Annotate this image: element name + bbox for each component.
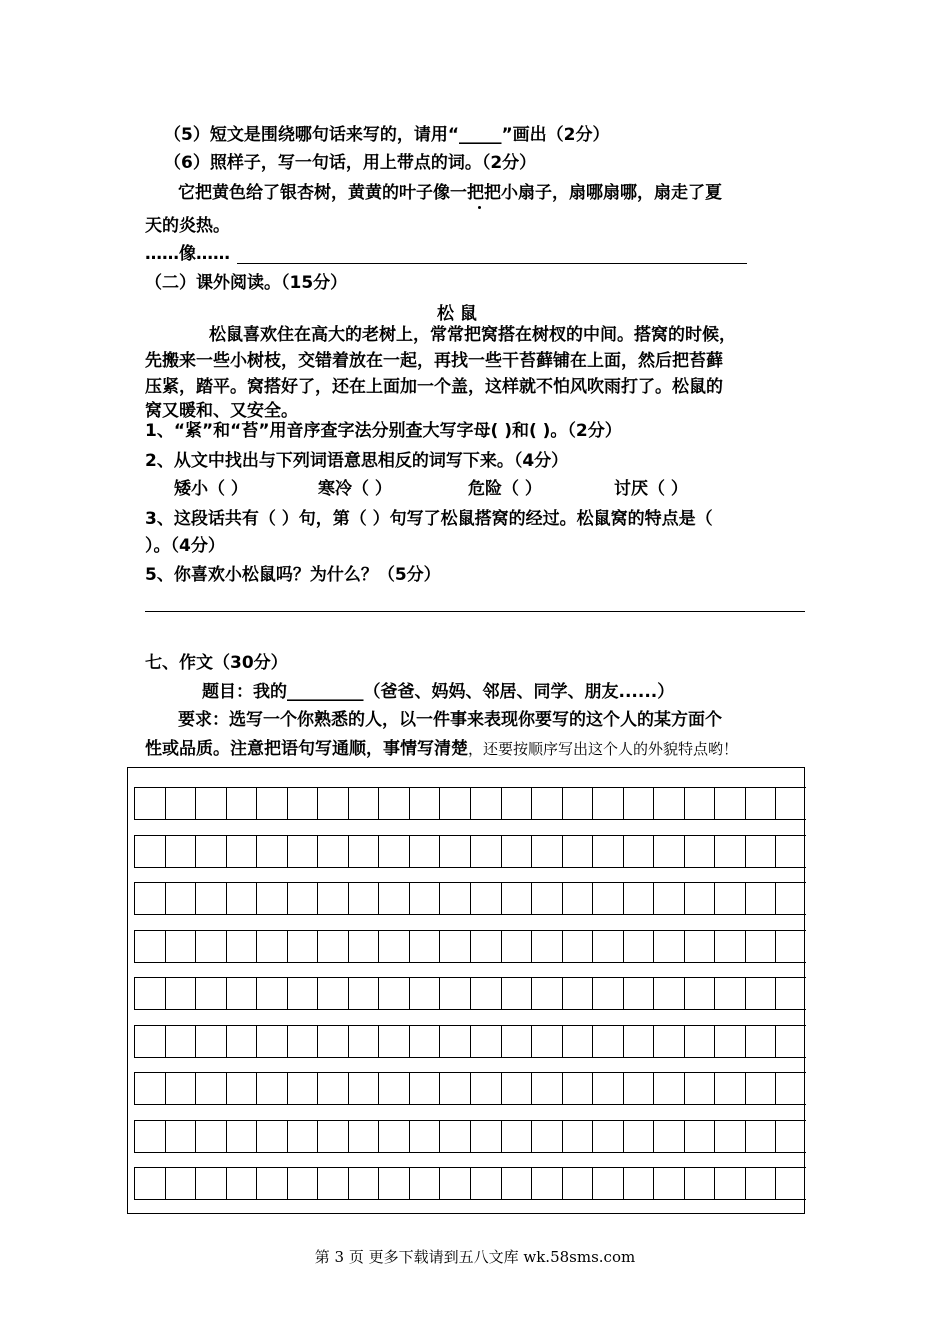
grid-cell[interactable] <box>745 1073 776 1104</box>
antonym-blank: 讨厌（ ） <box>614 479 688 499</box>
question-3-line2: ）。（4分） <box>145 536 225 556</box>
grid-cell[interactable] <box>531 1121 562 1152</box>
grid-row <box>134 977 806 1010</box>
question-1: 1、“紧”和“苔”用音序查字法分别查大写字母( )和( )。（2分） <box>145 421 622 441</box>
grid-cell[interactable] <box>470 1073 501 1104</box>
grid-cell[interactable] <box>165 883 196 914</box>
grid-cell[interactable] <box>439 978 470 1009</box>
grid-cell[interactable] <box>287 836 318 867</box>
grid-cell[interactable] <box>439 1026 470 1057</box>
grid-cell[interactable] <box>134 1073 165 1104</box>
grid-cell[interactable] <box>348 1168 379 1199</box>
grid-cell[interactable] <box>439 1168 470 1199</box>
grid-cell[interactable] <box>470 1121 501 1152</box>
passage-line: 窝又暖和、又安全。 <box>145 401 298 421</box>
grid-cell[interactable] <box>409 1121 440 1152</box>
grid-cell[interactable] <box>592 978 623 1009</box>
grid-cell[interactable] <box>409 1026 440 1057</box>
grid-cell[interactable] <box>653 1121 684 1152</box>
grid-cell[interactable] <box>714 1026 745 1057</box>
grid-cell[interactable] <box>775 788 806 819</box>
grid-cell[interactable] <box>439 1121 470 1152</box>
grid-cell[interactable] <box>256 1168 287 1199</box>
grid-cell[interactable] <box>470 883 501 914</box>
grid-cell[interactable] <box>501 788 532 819</box>
grid-cell[interactable] <box>592 1073 623 1104</box>
grid-cell[interactable] <box>134 1168 165 1199</box>
grid-cell[interactable] <box>562 1073 593 1104</box>
passage-title: 松 鼠 <box>437 304 477 324</box>
grid-cell[interactable] <box>623 1073 654 1104</box>
grid-cell[interactable] <box>775 978 806 1009</box>
grid-cell[interactable] <box>653 1026 684 1057</box>
grid-cell[interactable] <box>195 1121 226 1152</box>
grid-cell[interactable] <box>684 883 715 914</box>
grid-cell[interactable] <box>623 836 654 867</box>
grid-cell[interactable] <box>684 978 715 1009</box>
grid-cell[interactable] <box>317 1026 348 1057</box>
requirement-line1: 要求：选写一个你熟悉的人，以一件事来表现你要写的这个人的某方面个 <box>178 710 722 730</box>
grid-cell[interactable] <box>378 883 409 914</box>
grid-cell[interactable] <box>531 883 562 914</box>
grid-cell[interactable] <box>348 836 379 867</box>
writing-grid[interactable] <box>127 767 805 1214</box>
grid-cell[interactable] <box>531 1168 562 1199</box>
grid-cell[interactable] <box>562 931 593 962</box>
grid-cell[interactable] <box>287 788 318 819</box>
answer-prefix: ……像…… <box>145 244 230 264</box>
grid-cell[interactable] <box>226 883 257 914</box>
grid-cell[interactable] <box>653 883 684 914</box>
grid-cell[interactable] <box>165 1168 196 1199</box>
grid-cell[interactable] <box>226 788 257 819</box>
grid-cell[interactable] <box>562 788 593 819</box>
grid-cell[interactable] <box>653 978 684 1009</box>
grid-cell[interactable] <box>439 836 470 867</box>
grid-cell[interactable] <box>409 883 440 914</box>
grid-cell[interactable] <box>531 1073 562 1104</box>
grid-row <box>134 1072 806 1105</box>
grid-cell[interactable] <box>592 883 623 914</box>
grid-cell[interactable] <box>409 931 440 962</box>
grid-cell[interactable] <box>165 788 196 819</box>
grid-cell[interactable] <box>409 978 440 1009</box>
grid-cell[interactable] <box>134 883 165 914</box>
grid-cell[interactable] <box>714 1168 745 1199</box>
question-5: （5）短文是围绕哪句话来写的，请用“_____”画出（2分） <box>164 125 610 145</box>
grid-cell[interactable] <box>195 836 226 867</box>
grid-cell[interactable] <box>745 788 776 819</box>
grid-cell[interactable] <box>287 978 318 1009</box>
question-5b: 5、你喜欢小松鼠吗？为什么？（5分） <box>145 565 441 585</box>
grid-cell[interactable] <box>592 1026 623 1057</box>
grid-cell[interactable] <box>684 1168 715 1199</box>
grid-cell[interactable] <box>684 1121 715 1152</box>
grid-cell[interactable] <box>745 883 776 914</box>
antonym-blank: 矮小（ ） <box>174 479 248 499</box>
grid-cell[interactable] <box>226 836 257 867</box>
grid-cell[interactable] <box>592 836 623 867</box>
grid-cell[interactable] <box>348 883 379 914</box>
grid-cell[interactable] <box>501 931 532 962</box>
grid-cell[interactable] <box>378 931 409 962</box>
grid-cell[interactable] <box>623 1168 654 1199</box>
grid-cell[interactable] <box>623 931 654 962</box>
grid-cell[interactable] <box>165 1121 196 1152</box>
grid-cell[interactable] <box>684 836 715 867</box>
grid-cell[interactable] <box>134 978 165 1009</box>
grid-cell[interactable] <box>195 1168 226 1199</box>
grid-cell[interactable] <box>501 978 532 1009</box>
grid-cell[interactable] <box>501 1168 532 1199</box>
antonym-blank: 危险（ ） <box>468 479 542 499</box>
grid-cell[interactable] <box>562 836 593 867</box>
grid-cell[interactable] <box>165 1073 196 1104</box>
grid-cell[interactable] <box>653 1168 684 1199</box>
passage-line: 松鼠喜欢住在高大的老树上，常常把窝搭在树杈的中间。搭窝的时候， <box>209 325 736 345</box>
grid-cell[interactable] <box>653 788 684 819</box>
grid-row <box>134 787 806 820</box>
grid-cell[interactable] <box>226 978 257 1009</box>
grid-row <box>134 1120 806 1153</box>
grid-cell[interactable] <box>256 978 287 1009</box>
grid-cell[interactable] <box>195 931 226 962</box>
grid-cell[interactable] <box>501 1073 532 1104</box>
grid-cell[interactable] <box>287 883 318 914</box>
passage-line: 先搬来一些小树枝，交错着放在一起，再找一些干苔藓铺在上面，然后把苔藓 <box>145 351 723 371</box>
grid-cell[interactable] <box>134 1026 165 1057</box>
grid-cell[interactable] <box>317 931 348 962</box>
grid-cell[interactable] <box>165 1026 196 1057</box>
grid-cell[interactable] <box>378 1168 409 1199</box>
grid-cell[interactable] <box>592 931 623 962</box>
grid-cell[interactable] <box>378 978 409 1009</box>
example-sentence-line2: 天的炎热。 <box>145 216 230 236</box>
grid-cell[interactable] <box>562 978 593 1009</box>
grid-cell[interactable] <box>287 931 318 962</box>
grid-cell[interactable] <box>775 1026 806 1057</box>
passage-line: 压紧，踏平。窝搭好了，还在上面加一个盖，这样就不怕风吹雨打了。松鼠的 <box>145 377 723 397</box>
grid-cell[interactable] <box>623 883 654 914</box>
grid-cell[interactable] <box>195 883 226 914</box>
grid-cell[interactable] <box>317 836 348 867</box>
page-footer: 第 3 页 更多下载请到五八文库 wk.58sms.com <box>314 1248 636 1266</box>
grid-cell[interactable] <box>317 1121 348 1152</box>
grid-cell[interactable] <box>195 1026 226 1057</box>
grid-cell[interactable] <box>623 788 654 819</box>
grid-cell[interactable] <box>684 1026 715 1057</box>
emphasis-dot <box>478 206 481 209</box>
grid-cell[interactable] <box>226 1026 257 1057</box>
grid-cell[interactable] <box>256 1026 287 1057</box>
grid-cell[interactable] <box>287 1026 318 1057</box>
grid-cell[interactable] <box>775 883 806 914</box>
grid-cell[interactable] <box>714 788 745 819</box>
grid-cell[interactable] <box>226 931 257 962</box>
answer-line <box>145 611 805 612</box>
grid-cell[interactable] <box>501 883 532 914</box>
grid-cell[interactable] <box>501 836 532 867</box>
grid-cell[interactable] <box>226 1073 257 1104</box>
grid-cell[interactable] <box>745 836 776 867</box>
antonym-blank: 寒冷（ ） <box>318 479 392 499</box>
grid-cell[interactable] <box>226 1121 257 1152</box>
grid-cell[interactable] <box>256 836 287 867</box>
grid-cell[interactable] <box>501 1121 532 1152</box>
grid-cell[interactable] <box>378 1121 409 1152</box>
grid-cell[interactable] <box>653 1073 684 1104</box>
grid-cell[interactable] <box>714 1073 745 1104</box>
grid-cell[interactable] <box>714 1121 745 1152</box>
grid-cell[interactable] <box>134 788 165 819</box>
grid-cell[interactable] <box>348 1026 379 1057</box>
grid-cell[interactable] <box>378 1026 409 1057</box>
grid-cell[interactable] <box>378 1073 409 1104</box>
grid-cell[interactable] <box>195 1073 226 1104</box>
grid-cell[interactable] <box>653 931 684 962</box>
grid-cell[interactable] <box>439 883 470 914</box>
grid-cell[interactable] <box>684 788 715 819</box>
grid-cell[interactable] <box>348 1121 379 1152</box>
grid-cell[interactable] <box>562 1026 593 1057</box>
grid-cell[interactable] <box>775 931 806 962</box>
grid-cell[interactable] <box>470 1026 501 1057</box>
answer-line <box>237 263 747 264</box>
requirement-line2: 性或品质。注意把语句写通顺，事情写清楚，还要按顺序写出这个人的外貌特点哟！ <box>145 739 739 759</box>
grid-cell[interactable] <box>317 978 348 1009</box>
grid-cell[interactable] <box>439 931 470 962</box>
grid-cell[interactable] <box>317 1073 348 1104</box>
grid-cell[interactable] <box>714 978 745 1009</box>
grid-cell[interactable] <box>378 788 409 819</box>
grid-cell[interactable] <box>134 931 165 962</box>
grid-cell[interactable] <box>256 1073 287 1104</box>
question-3-line1: 3、这段话共有（ ）句，第（ ）句写了松鼠搭窝的经过。松鼠窝的特点是（ <box>145 509 713 529</box>
grid-cell[interactable] <box>226 1168 257 1199</box>
grid-cell[interactable] <box>470 788 501 819</box>
composition-topic: 题目：我的_________（爸爸、妈妈、邻居、同学、朋友......） <box>202 682 675 702</box>
grid-cell[interactable] <box>745 931 776 962</box>
section-heading: （二）课外阅读。（15分） <box>145 273 348 293</box>
grid-cell[interactable] <box>195 788 226 819</box>
grid-cell[interactable] <box>531 978 562 1009</box>
grid-cell[interactable] <box>317 788 348 819</box>
grid-cell[interactable] <box>531 836 562 867</box>
grid-cell[interactable] <box>134 1121 165 1152</box>
grid-cell[interactable] <box>623 1026 654 1057</box>
grid-cell[interactable] <box>348 931 379 962</box>
grid-cell[interactable] <box>592 1121 623 1152</box>
grid-row <box>134 930 806 963</box>
grid-cell[interactable] <box>775 1121 806 1152</box>
composition-heading: 七、作文（30分） <box>145 653 288 673</box>
grid-cell[interactable] <box>684 931 715 962</box>
grid-row <box>134 1167 806 1200</box>
grid-cell[interactable] <box>745 1168 776 1199</box>
grid-cell[interactable] <box>714 931 745 962</box>
grid-cell[interactable] <box>531 1026 562 1057</box>
grid-cell[interactable] <box>378 836 409 867</box>
grid-cell[interactable] <box>439 1073 470 1104</box>
example-sentence-line1: 它把黄色给了银杏树，黄黄的叶子像一把把小扇子，扇哪扇哪，扇走了夏 <box>178 183 722 203</box>
grid-cell[interactable] <box>775 1073 806 1104</box>
grid-cell[interactable] <box>409 1073 440 1104</box>
grid-row <box>134 1025 806 1058</box>
grid-cell[interactable] <box>439 788 470 819</box>
grid-cell[interactable] <box>745 1026 776 1057</box>
grid-cell[interactable] <box>775 836 806 867</box>
grid-cell[interactable] <box>775 1168 806 1199</box>
grid-cell[interactable] <box>348 788 379 819</box>
grid-cell[interactable] <box>623 1121 654 1152</box>
grid-cell[interactable] <box>531 931 562 962</box>
grid-cell[interactable] <box>348 1073 379 1104</box>
grid-cell[interactable] <box>409 1168 440 1199</box>
grid-cell[interactable] <box>684 1073 715 1104</box>
grid-row <box>134 835 806 868</box>
grid-cell[interactable] <box>287 1168 318 1199</box>
grid-cell[interactable] <box>653 836 684 867</box>
grid-cell[interactable] <box>562 883 593 914</box>
grid-cell[interactable] <box>470 978 501 1009</box>
grid-cell[interactable] <box>165 836 196 867</box>
grid-cell[interactable] <box>531 788 562 819</box>
question-2: 2、从文中找出与下列词语意思相反的词写下来。（4分） <box>145 451 569 471</box>
grid-cell[interactable] <box>745 978 776 1009</box>
grid-cell[interactable] <box>592 788 623 819</box>
grid-cell[interactable] <box>409 788 440 819</box>
grid-cell[interactable] <box>470 931 501 962</box>
grid-cell[interactable] <box>501 1026 532 1057</box>
grid-cell[interactable] <box>714 883 745 914</box>
grid-cell[interactable] <box>256 788 287 819</box>
grid-cell[interactable] <box>165 931 196 962</box>
grid-cell[interactable] <box>287 1073 318 1104</box>
grid-cell[interactable] <box>317 1168 348 1199</box>
grid-row <box>134 882 806 915</box>
grid-cell[interactable] <box>470 1168 501 1199</box>
grid-cell[interactable] <box>256 883 287 914</box>
grid-cell[interactable] <box>714 836 745 867</box>
grid-cell[interactable] <box>470 836 501 867</box>
grid-cell[interactable] <box>409 836 440 867</box>
grid-cell[interactable] <box>562 1121 593 1152</box>
grid-cell[interactable] <box>348 978 379 1009</box>
grid-cell[interactable] <box>256 931 287 962</box>
grid-cell[interactable] <box>745 1121 776 1152</box>
grid-cell[interactable] <box>287 1121 318 1152</box>
grid-cell[interactable] <box>195 978 226 1009</box>
grid-cell[interactable] <box>592 1168 623 1199</box>
grid-cell[interactable] <box>134 836 165 867</box>
grid-cell[interactable] <box>317 883 348 914</box>
grid-cell[interactable] <box>562 1168 593 1199</box>
grid-cell[interactable] <box>623 978 654 1009</box>
grid-cell[interactable] <box>165 978 196 1009</box>
question-6: （6）照样子，写一句话，用上带点的词。（2分） <box>164 153 537 173</box>
grid-cell[interactable] <box>256 1121 287 1152</box>
